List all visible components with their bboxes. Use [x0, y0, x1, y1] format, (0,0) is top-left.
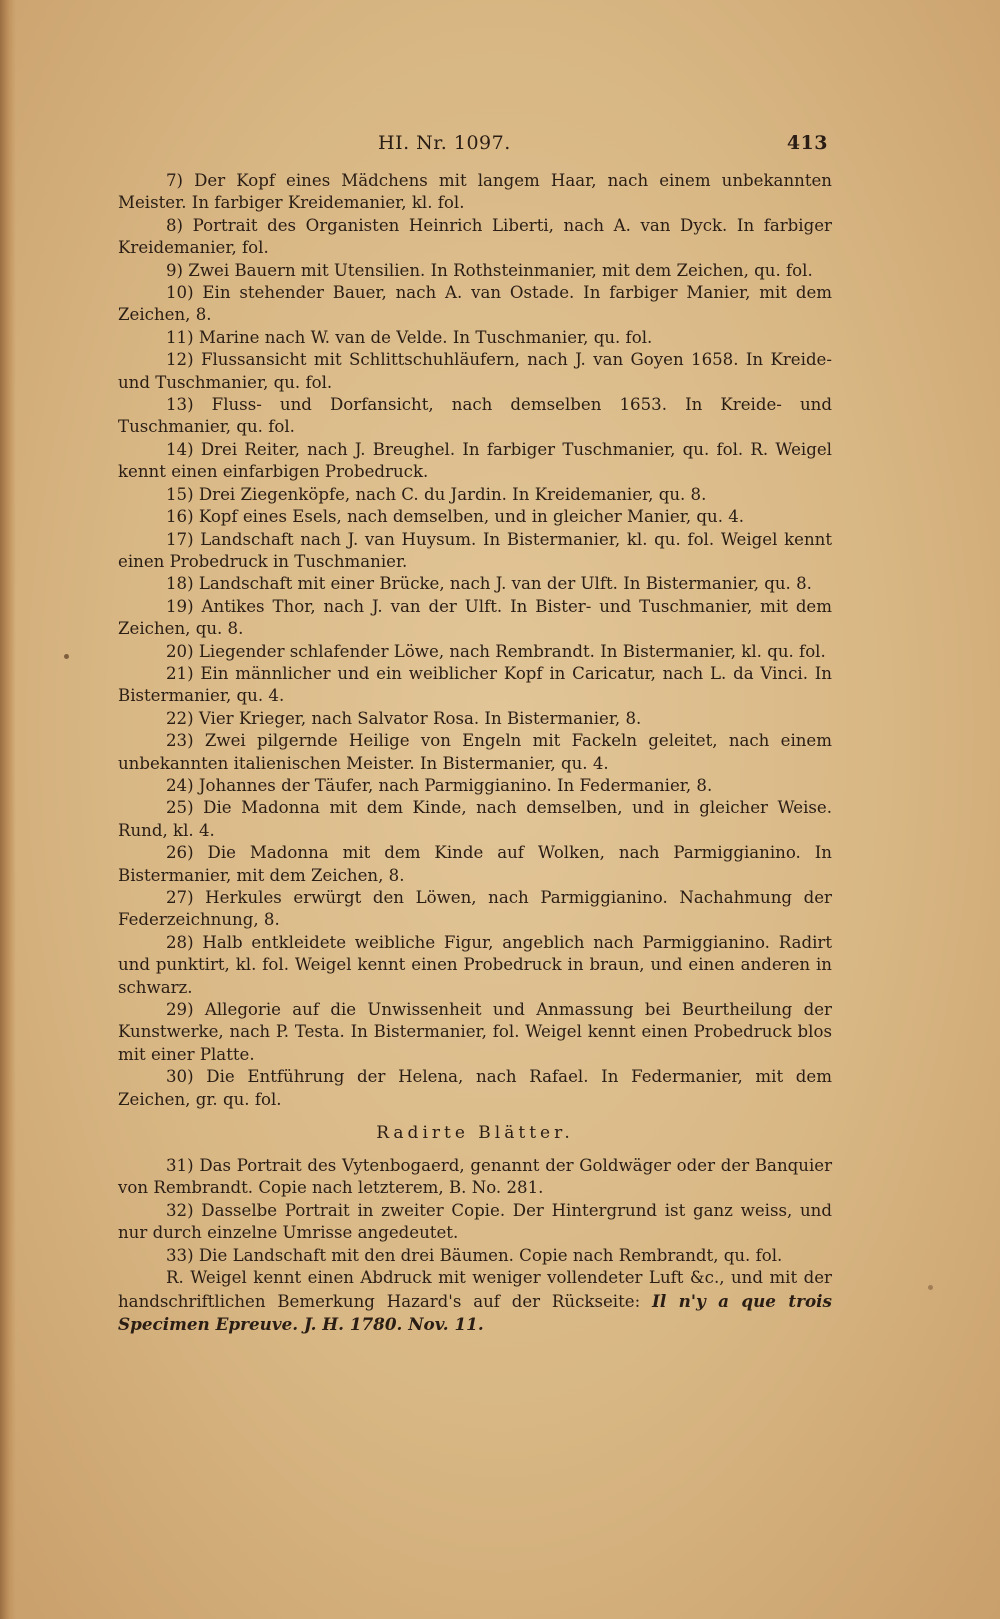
entry-13: 13) Fluss- und Dorfansicht, nach demselben 1653. In Kreide- und Tuschmanier, qu. fol. — [118, 395, 832, 437]
weigel-note — [118, 1267, 832, 1336]
entry-26: 26) Die Madonna mit dem Kinde auf Wolken, nach Parmiggianino. In Bistermanier, mit dem Zeichen, 8. — [118, 843, 832, 885]
section-heading: Radirte Blätter. — [376, 1123, 574, 1144]
catalogue-entries — [118, 170, 832, 1111]
hazard-inscription: Il n'y a que trois Specimen Epreuve. J. H. 1780. Nov. 11. — [118, 1290, 832, 1334]
entry-7: 7) Der Kopf eines Mädchens mit langem Haar, nach einem unbekannten Meister. In farbiger Kreidemanier, kl. fol. — [118, 171, 832, 213]
entry-10: 10) Ein stehender Bauer, nach A. van Ostade. In farbiger Manier, mit dem Zeichen, 8. — [118, 283, 832, 325]
ink-spot — [64, 654, 69, 659]
page-number: 413 — [786, 132, 828, 154]
ink-spot — [928, 1285, 933, 1290]
entry-24: 24) Johannes der Täufer, nach Parmiggianino. In Federmanier, 8. — [166, 775, 713, 795]
entry-17: 17) Landschaft nach J. van Huysum. In Bistermanier, kl. qu. fol. Weigel kennt einen Probedruck in Tuschmanier. — [118, 529, 832, 571]
book-page — [118, 128, 832, 1336]
entry-8: 8) Portrait des Organisten Heinrich Liberti, nach A. van Dyck. In farbiger Kreidemanier, fol. — [118, 215, 832, 258]
entry-22: 22) Vier Krieger, nach Salvator Rosa. In Bistermanier, 8. — [166, 708, 642, 728]
entry-20: 20) Liegender schlafender Löwe, nach Rembrandt. In Bistermanier, kl. qu. fol. — [166, 641, 826, 661]
entry-23: 23) Zwei pilgernde Heilige von Engeln mit Fackeln geleitet, nach einem unbekannten italienischen Meister. In Bistermanier, qu. 4. — [118, 731, 832, 773]
entry-30: 30) Die Entführung der Helena, nach Rafael. In Federmanier, mit dem Zeichen, gr. qu. fol. — [118, 1067, 832, 1109]
entry-33: 33) Die Landschaft mit den drei Bäumen. Copie nach Rembrandt, qu. fol. — [166, 1245, 783, 1265]
entry-14: 14) Drei Reiter, nach J. Breughel. In farbiger Tuschmanier, qu. fol. R. Weigel kennt einen einfarbigen Probedruck. — [118, 439, 832, 482]
entry-9: 9) Zwei Bauern mit Utensilien. In Rothsteinmanier, mit dem Zeichen, qu. fol. — [166, 260, 813, 280]
entry-11: 11) Marine nach W. van de Velde. In Tuschmanier, qu. fol. — [166, 327, 653, 347]
entry-25: 25) Die Madonna mit dem Kinde, nach demselben, und in gleicher Weise. Rund, kl. 4. — [118, 798, 832, 840]
entry-31: 31) Das Portrait des Vytenbogaerd, genannt der Goldwäger oder der Banquier von Rembrandt. Copie nach letzterem, B. No. 281. — [118, 1156, 832, 1198]
entry-28: 28) Halb entkleidete weibliche Figur, angeblich nach Parmiggianino. Radirt und punktirt, kl. fol. Weigel kennt einen Probedruck in braun, und einen anderen in schwarz. — [118, 932, 832, 997]
entry-21: 21) Ein männlicher und ein weiblicher Kopf in Caricatur, nach L. da Vinci. In Bistermanier, qu. 4. — [118, 663, 832, 706]
entry-32: 32) Dasselbe Portrait in zweiter Copie. Der Hintergrund ist ganz weiss, und nur durch einzelne Umrisse angedeutet. — [118, 1200, 832, 1243]
page-edge-shadow — [0, 0, 16, 1619]
weigel-note-text: R. Weigel kennt einen Abdruck mit weniger vollendeter Luft &c., und mit der handschriftlichen Bemerkung Hazard's auf der Rückseite: — [118, 1268, 832, 1311]
entry-19: 19) Antikes Thor, nach J. van der Ulft. In Bister- und Tuschmanier, mit dem Zeichen, qu. 8. — [118, 596, 832, 639]
entry-16: 16) Kopf eines Esels, nach demselben, und in gleicher Manier, qu. 4. — [166, 507, 745, 527]
page-header — [118, 128, 832, 168]
entry-15: 15) Drei Ziegenköpfe, nach C. du Jardin. In Kreidemanier, qu. 8. — [166, 484, 707, 504]
running-head: HI. Nr. 1097. — [378, 132, 511, 154]
entry-12: 12) Flussansicht mit Schlittschuhläufern, nach J. van Goyen 1658. In Kreide- und Tuschmanier, qu. fol. — [118, 350, 832, 392]
etchings-entries — [118, 1155, 832, 1336]
entry-18: 18) Landschaft mit einer Brücke, nach J. van der Ulft. In Bistermanier, qu. 8. — [166, 574, 812, 594]
entry-27: 27) Herkules erwürgt den Löwen, nach Parmiggianino. Nachahmung der Federzeichnung, 8. — [118, 888, 832, 930]
entry-29: 29) Allegorie auf die Unwissenheit und Anmassung bei Beurtheilung der Kunstwerke, nach P. Testa. In Bistermanier, fol. Weigel kennt einen Probedruck blos mit einer Platte. — [118, 1000, 832, 1064]
